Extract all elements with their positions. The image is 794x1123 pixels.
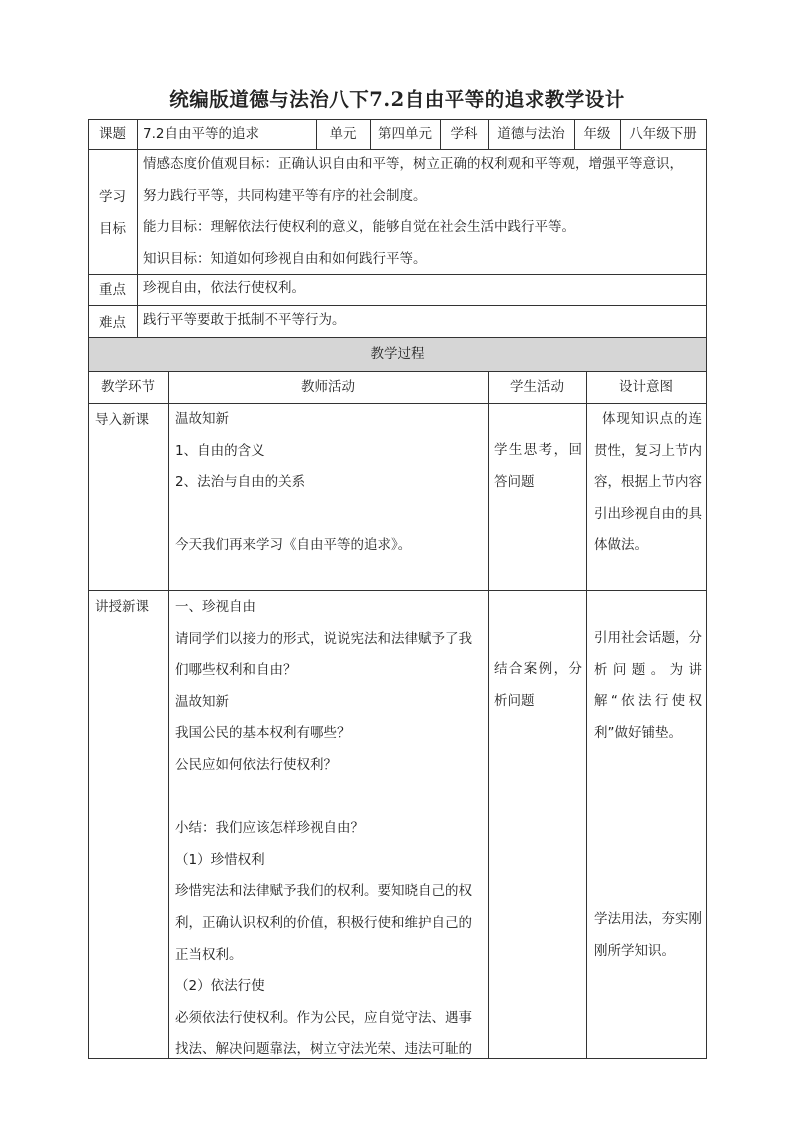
teacher-line: 找法、解决问题靠法，树立守法光荣、违法可耻的 bbox=[175, 1041, 472, 1058]
objectives-text bbox=[143, 149, 683, 275]
difficulty-label: 难点 bbox=[99, 315, 126, 331]
teacher-line: 一、珍视自由 bbox=[175, 599, 256, 615]
teacher-line: 公民应如何依法行使权利？ bbox=[175, 756, 337, 773]
teacher-activity-new-lesson bbox=[175, 592, 472, 1066]
column-header-teacher: 教师活动 bbox=[301, 379, 355, 395]
teacher-line: 请同学们以接力的形式，说说宪法和法律赋予了我 bbox=[175, 630, 472, 647]
teacher-line: 2、法治与自由的关系 bbox=[175, 474, 306, 491]
key-point-label: 重点 bbox=[99, 282, 126, 298]
teacher-line: （1）珍惜权利 bbox=[175, 851, 265, 868]
objectives-label-line2: 目标 bbox=[99, 221, 126, 237]
unit-label: 单元 bbox=[329, 126, 357, 142]
design-intent-intro: 体现知识点的连贯性，复习上节内容，根据上节内容引出珍视自由的具体做法。 bbox=[594, 411, 702, 553]
topic-value: 7.2自由平等的追求 bbox=[143, 126, 259, 142]
teacher-line: 温故知新 bbox=[175, 411, 229, 427]
unit-value: 第四单元 bbox=[378, 126, 432, 142]
subject-label: 学科 bbox=[450, 126, 478, 142]
objective-line: 知识目标：知道如何珍视自由和如何践行平等。 bbox=[143, 250, 427, 267]
stage-new-lesson: 讲授新课 bbox=[95, 599, 149, 615]
teacher-line: 正当权利。 bbox=[175, 946, 243, 963]
teacher-line: 珍惜宪法和法律赋予我们的权利。要知晓自己的权 bbox=[175, 883, 472, 900]
grade-value: 八年级下册 bbox=[629, 126, 697, 142]
stage-intro: 导入新课 bbox=[95, 412, 149, 428]
objective-line: 能力目标：理解依法行使权利的意义，能够自觉在社会生活中践行平等。 bbox=[143, 219, 575, 236]
teacher-line: 温故知新 bbox=[175, 693, 229, 710]
teacher-line: 利，正确认识权利的价值，积极行使和维护自己的 bbox=[175, 914, 472, 931]
design-intent-new-lesson-2: 学法用法，夯实刚刚所学知识。 bbox=[594, 911, 702, 959]
subject-value: 道德与法治 bbox=[497, 126, 565, 142]
objective-line: 努力践行平等，共同构建平等有序的社会制度。 bbox=[143, 187, 427, 204]
column-header-stage: 教学环节 bbox=[101, 379, 155, 395]
page-title: 统编版道德与法治八下7.2自由平等的追求教学设计 bbox=[169, 88, 625, 111]
teacher-line: 们哪些权利和自由？ bbox=[175, 662, 297, 679]
teacher-line: 必须依法行使权利。作为公民，应自觉守法、遇事 bbox=[175, 1009, 472, 1026]
difficulty-value: 践行平等要敢于抵制不平等行为。 bbox=[143, 312, 346, 328]
column-header-student: 学生活动 bbox=[510, 379, 564, 395]
objective-line: 情感态度价值观目标：正确认识自由和平等，树立正确的权利观和平等观，增强平等意识， bbox=[143, 156, 683, 172]
grade-label: 年级 bbox=[583, 126, 611, 142]
design-intent-new-lesson: 引用社会话题，分析问题。为讲解“依法行使权利”做好铺垫。 bbox=[594, 630, 702, 741]
process-title: 教学过程 bbox=[370, 346, 425, 362]
teacher-line: 1、自由的含义 bbox=[175, 442, 265, 459]
student-activity-new-lesson: 结合案例，分析问题 bbox=[494, 661, 582, 709]
column-header-design: 设计意图 bbox=[619, 379, 673, 395]
teacher-line: 小结：我们应该怎样珍视自由？ bbox=[175, 820, 364, 837]
teacher-line: （2）依法行使 bbox=[175, 978, 265, 995]
topic-label: 课题 bbox=[99, 126, 126, 142]
key-point-value: 珍视自由，依法行使权利。 bbox=[143, 280, 305, 296]
teacher-line: 我国公民的基本权利有哪些？ bbox=[175, 725, 351, 742]
student-activity-intro: 学生思考，回答问题 bbox=[494, 442, 582, 490]
teacher-activity-intro bbox=[175, 404, 411, 562]
teacher-line: 今天我们再来学习《自由平等的追求》。 bbox=[175, 537, 412, 554]
objectives-label-line1: 学习 bbox=[99, 189, 126, 205]
